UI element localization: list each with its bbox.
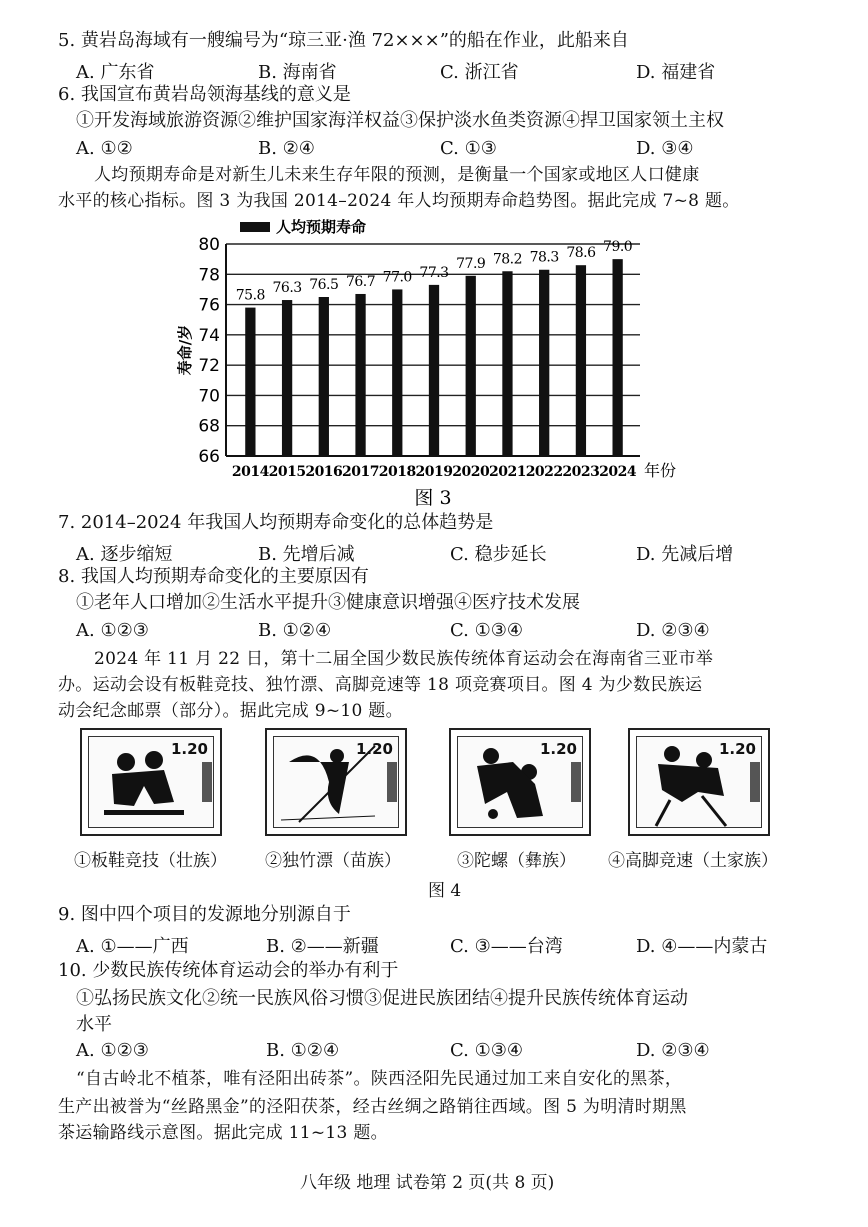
q10-option-b: B. ①②④	[266, 1040, 340, 1061]
data-label: 77.0	[382, 269, 412, 286]
x-tick-label: 2022	[525, 464, 563, 480]
data-label: 76.3	[272, 280, 302, 297]
q10-option-c: C. ①③④	[450, 1040, 523, 1061]
intro-7-8-line1: 人均预期寿命是对新生儿未来生存年限的预测，是衡量一个国家或地区人口健康	[94, 165, 700, 185]
q9-stem: 9. 图中四个项目的发源地分别源自于	[58, 904, 351, 925]
q5-stem: 5. 黄岩岛海域有一艘编号为“琼三亚·渔 72×××”的船在作业，此船来自	[58, 30, 629, 51]
stamp-caption-4: ④高脚竞速（土家族）	[608, 851, 778, 871]
x-tick-label: 2021	[488, 464, 526, 480]
y-axis-label: 寿命/岁	[176, 324, 194, 376]
q5-options	[0, 58, 868, 83]
stamp-tuoluo	[449, 728, 591, 836]
data-label: 77.3	[419, 264, 449, 281]
legend-label: 人均预期寿命	[276, 218, 367, 236]
q7-options	[0, 540, 868, 565]
legend-swatch	[240, 222, 270, 232]
stamp-value: 1.20	[539, 740, 577, 758]
bar	[612, 259, 622, 456]
q7-option-b: B. 先增后减	[258, 544, 355, 565]
q6-option-d: D. ③④	[636, 138, 694, 159]
bar	[319, 297, 329, 456]
data-label: 78.2	[492, 251, 523, 268]
x-tick-label: 2019	[415, 464, 453, 480]
figure-3-caption: 图 3	[414, 487, 452, 509]
stamp-gaojiao	[628, 728, 770, 836]
q8-options	[0, 620, 868, 642]
figure-runners-icon	[94, 746, 194, 826]
data-label: 76.5	[309, 277, 339, 293]
q10-option-d: D. ②③④	[636, 1040, 710, 1061]
y-tick-label: 80	[198, 235, 220, 255]
stamp-value: 1.20	[170, 740, 208, 758]
figure-4-caption: 图 4	[428, 881, 462, 901]
q7-option-c: C. 稳步延长	[450, 544, 547, 565]
bar	[502, 271, 512, 456]
data-label: 76.7	[345, 273, 376, 290]
bar	[245, 308, 255, 456]
intro-9-10-line2: 办。运动会设有板鞋竞技、独竹漂、高脚竞速等 18 项竞赛项目。图 4 为少数民族运	[58, 675, 703, 695]
life-expectancy-chart	[170, 210, 690, 510]
x-tick-label: 2023	[562, 464, 600, 480]
q8-stem: 8. 我国人均预期寿命变化的主要原因有	[58, 566, 369, 587]
q5-option-b: B. 海南省	[258, 62, 337, 83]
intro-7-8-line2: 水平的核心指标。图 3 为我国 2014–2024 年人均预期寿命趋势图。据此完成 7~8 题。	[58, 191, 740, 211]
x-tick-label: 2014	[231, 464, 269, 480]
x-tick-label: 2020	[452, 464, 490, 480]
q6-option-b: B. ②④	[258, 138, 315, 159]
stamp-caption-2: ②独竹漂（苗族）	[265, 851, 401, 871]
q6-options	[0, 138, 868, 160]
q10-options	[0, 1040, 868, 1062]
stamp-caption-1: ①板鞋竞技（壮族）	[74, 851, 227, 871]
stamp-value: 1.20	[718, 740, 756, 758]
q9-option-d: D. ④——内蒙古	[636, 936, 768, 957]
q7-stem: 7. 2014–2024 年我国人均预期寿命变化的总体趋势是	[58, 512, 494, 533]
q9-option-b: B. ②——新疆	[266, 936, 379, 957]
y-tick-label: 78	[198, 265, 220, 286]
bar	[355, 294, 365, 456]
intro-11-13-line2: 生产出被誉为“丝路黑金”的泾阳茯茶，经古丝绸之路销往西域。图 5 为明清时期黑	[58, 1097, 687, 1117]
y-tick-label: 74	[198, 325, 220, 346]
x-tick-label: 2018	[378, 464, 416, 480]
x-axis-label: 年份	[644, 461, 677, 480]
stamp-value: 1.20	[355, 740, 393, 758]
q9-options	[0, 932, 868, 957]
q8-items: ①老年人口增加②生活水平提升③健康意识增强④医疗技术发展	[76, 592, 580, 613]
x-tick-label: 2015	[268, 464, 306, 480]
x-tick-label: 2024	[599, 464, 637, 480]
bar	[539, 270, 549, 456]
q10-items-line2: 水平	[76, 1014, 112, 1035]
q10-items-line1: ①弘扬民族文化②统一民族风俗习惯③促进民族团结④提升民族传统体育运动	[76, 988, 688, 1009]
q6-items: ①开发海域旅游资源②维护国家海洋权益③保护淡水鱼类资源④捍卫国家领土主权	[76, 110, 724, 131]
q7-option-a: A. 逐步缩短	[76, 544, 173, 565]
q8-option-b: B. ①②④	[258, 620, 332, 641]
bar	[576, 265, 586, 456]
stamp-caption-3: ③陀螺（彝族）	[457, 851, 576, 871]
y-tick-label: 76	[198, 295, 220, 316]
stamp-bangxie	[80, 728, 222, 836]
intro-11-13-line1: “自古岭北不植茶，唯有泾阳出砖茶”。陕西泾阳先民通过加工来自安化的黑茶，	[76, 1069, 683, 1089]
q9-option-a: A. ①——广西	[76, 936, 189, 957]
q5-option-c: C. 浙江省	[440, 62, 519, 83]
q6-option-c: C. ①③	[440, 138, 497, 159]
q5-option-d: D. 福建省	[636, 62, 716, 83]
q6-option-a: A. ①②	[76, 138, 133, 159]
q5-option-a: A. 广东省	[76, 62, 155, 83]
stamp-duzhupiao	[265, 728, 407, 836]
q7-option-d: D. 先减后增	[636, 544, 734, 565]
q8-option-c: C. ①③④	[450, 620, 523, 641]
q9-option-c: C. ③——台湾	[450, 936, 563, 957]
bar	[392, 289, 402, 456]
bar	[429, 285, 439, 456]
data-label: 79.0	[603, 239, 633, 256]
x-tick-label: 2016	[305, 464, 343, 480]
q8-option-d: D. ②③④	[636, 620, 710, 641]
y-tick-label: 70	[198, 386, 220, 407]
intro-11-13-line3: 茶运输路线示意图。据此完成 11~13 题。	[58, 1123, 388, 1143]
data-label: 78.3	[529, 249, 559, 266]
y-tick-label: 68	[198, 416, 220, 437]
q6-stem: 6. 我国宣布黄岩岛领海基线的意义是	[58, 84, 351, 105]
q10-stem: 10. 少数民族传统体育运动会的举办有利于	[58, 960, 399, 981]
q10-option-a: A. ①②③	[76, 1040, 149, 1061]
data-label: 78.6	[566, 245, 596, 262]
q8-option-a: A. ①②③	[76, 620, 149, 641]
y-tick-label: 72	[198, 356, 220, 377]
data-label: 75.8	[235, 287, 265, 304]
bar	[282, 300, 292, 456]
x-tick-label: 2017	[342, 464, 380, 480]
intro-9-10-line1: 2024 年 11 月 22 日，第十二届全国少数民族传统体育运动会在海南省三亚市举	[94, 649, 714, 669]
y-tick-label: 66	[198, 447, 220, 467]
intro-9-10-line3: 动会纪念邮票（部分）。据此完成 9~10 题。	[58, 701, 403, 721]
data-label: 77.9	[456, 255, 486, 272]
bar	[466, 276, 476, 456]
page-footer: 八年级 地理 试卷第 2 页(共 8 页)	[300, 1173, 555, 1193]
